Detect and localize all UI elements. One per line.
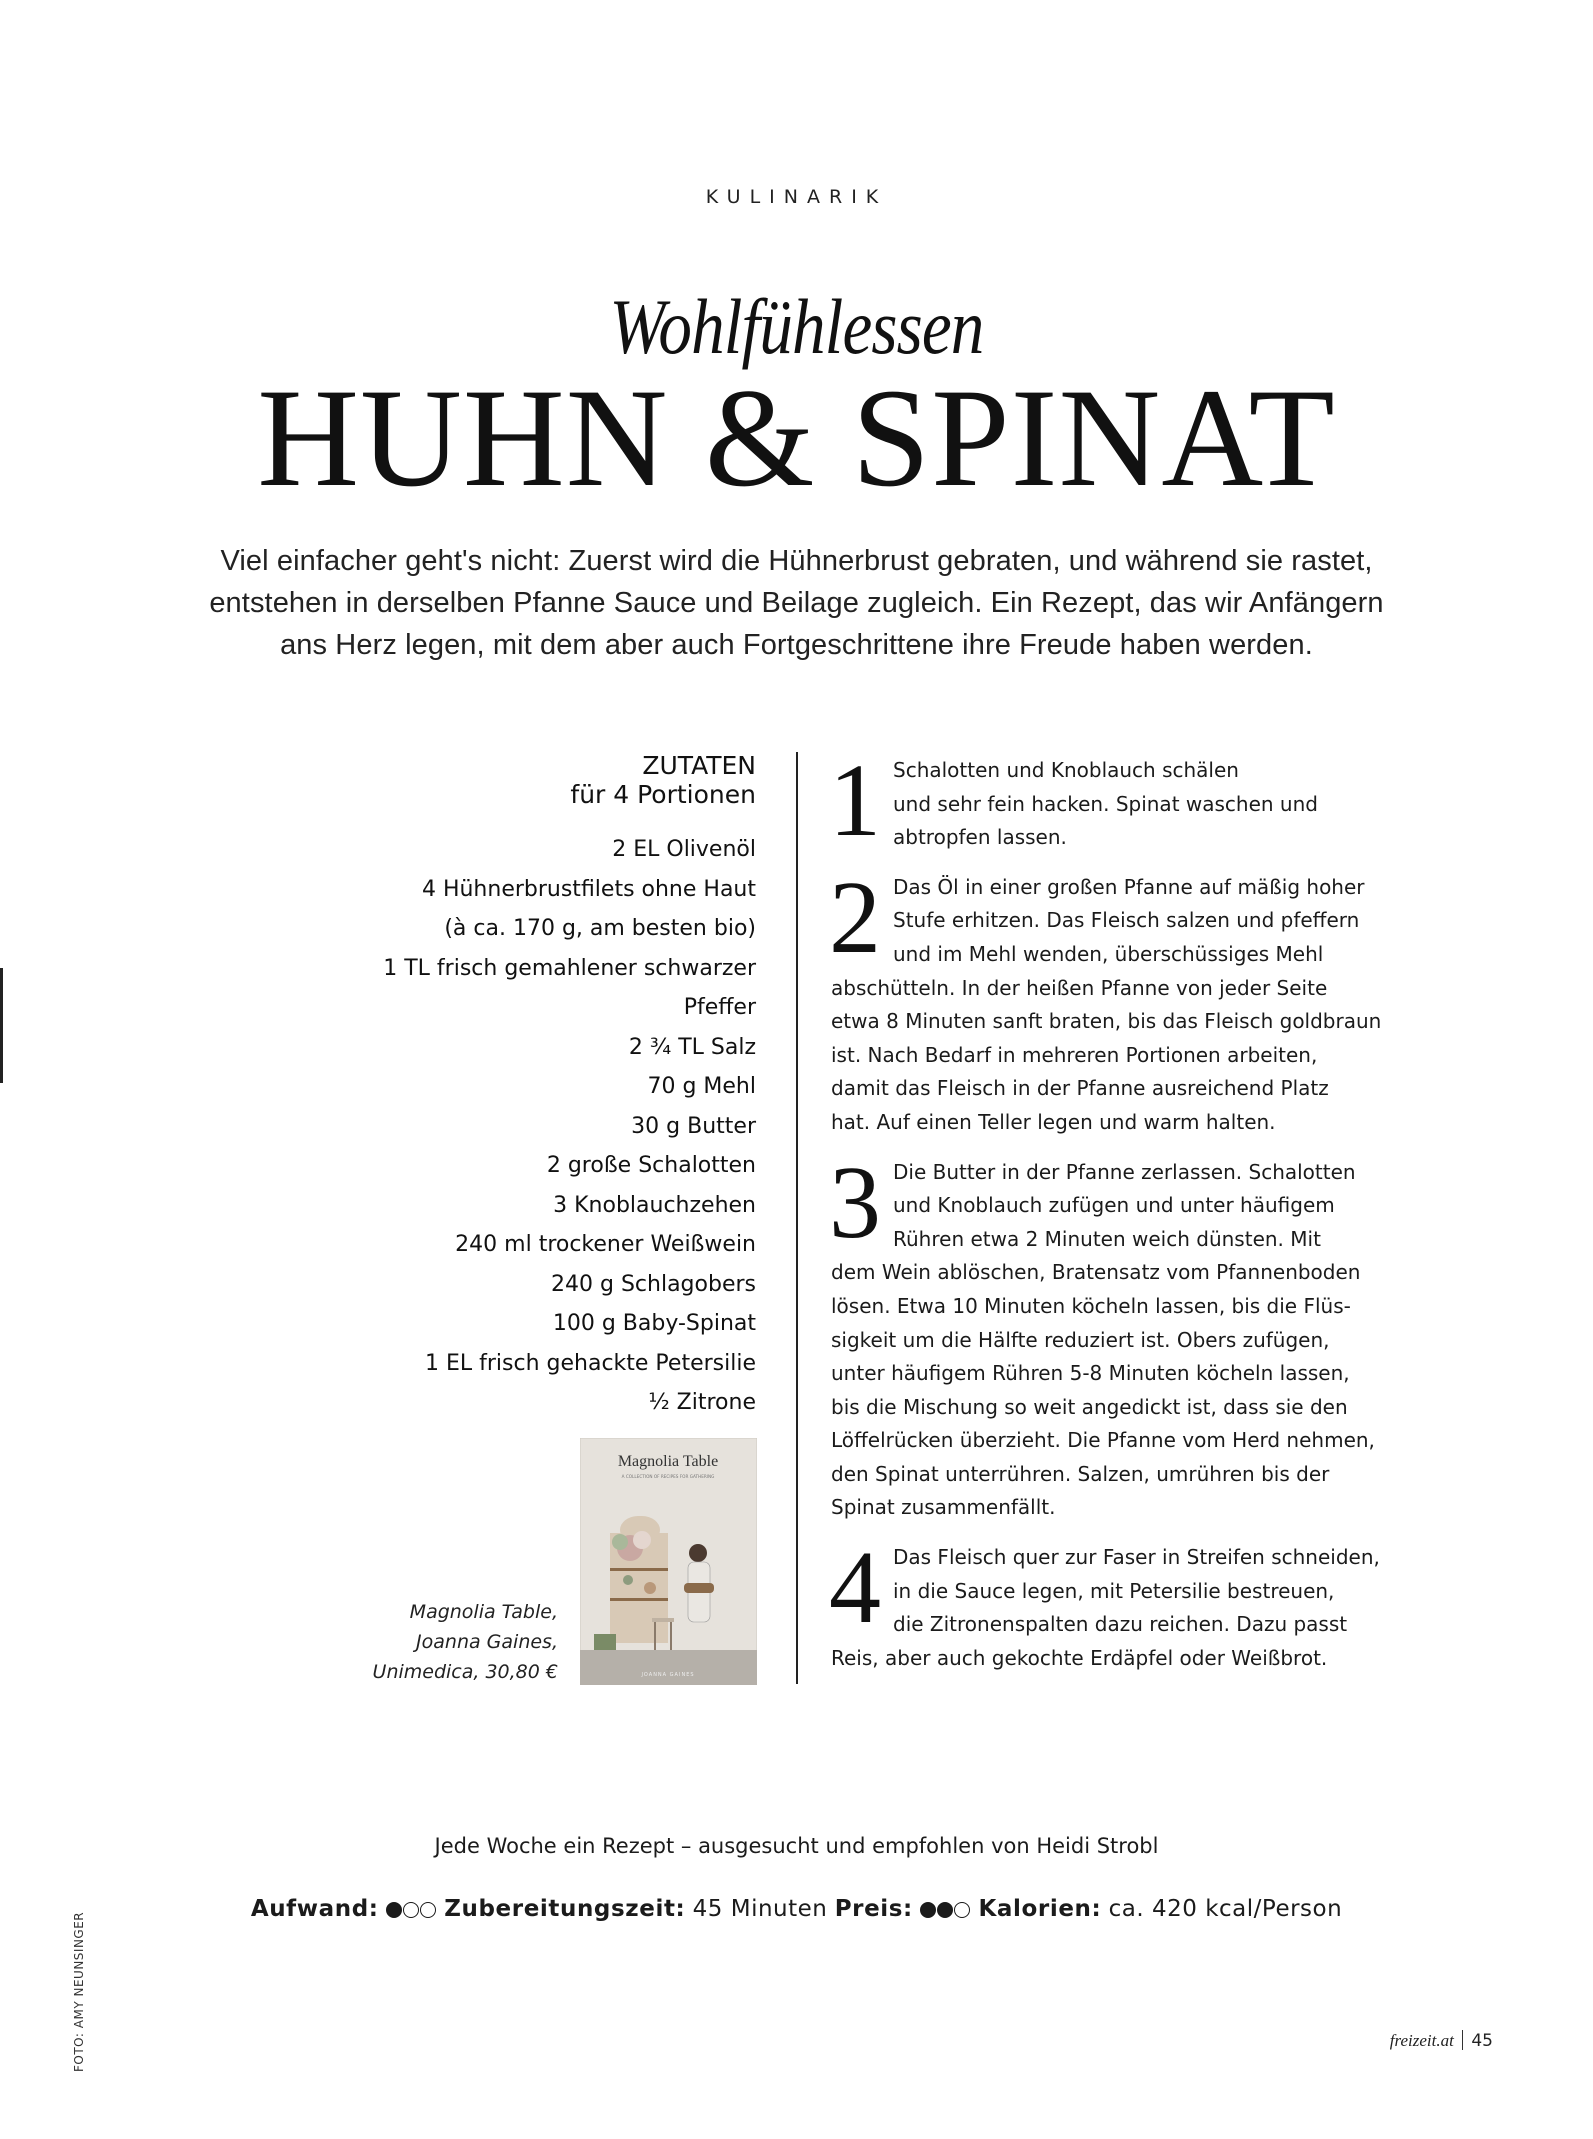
ingredients-list bbox=[300, 830, 756, 1423]
page-footer bbox=[1390, 2030, 1493, 2051]
book-caption bbox=[300, 1597, 558, 1687]
kicker-title: Wohlfühlessen bbox=[609, 283, 984, 370]
ingredient-item: 1 TL frisch gemahlener schwarzer bbox=[383, 955, 756, 981]
step-line: in die Sauce legen, mit Petersilie bestreuen, bbox=[893, 1578, 1335, 1603]
rating-dot-empty bbox=[954, 1902, 970, 1918]
book-caption-line: Unimedica, 30,80 € bbox=[372, 1661, 558, 1683]
zeit-value: 45 Minuten bbox=[692, 1896, 828, 1922]
step-line: und Knoblauch zufügen und unter häufigem bbox=[893, 1193, 1335, 1218]
ingredient-item: ½ Zitrone bbox=[648, 1390, 756, 1415]
step-line: den Spinat unterrühren. Salzen, umrühren bis der bbox=[831, 1461, 1330, 1486]
section-label: KULINARIK bbox=[705, 186, 888, 208]
step-line: und sehr fein hacken. Spinat waschen und bbox=[893, 791, 1318, 816]
step-3 bbox=[829, 1144, 1391, 1526]
ingredient-item: 2 EL Olivenöl bbox=[612, 837, 756, 862]
intro-paragraph bbox=[200, 540, 1393, 666]
book-cover-title: Magnolia Table bbox=[617, 1453, 719, 1470]
step-line: ist. Nach Bedarf in mehreren Portionen arbeiten, bbox=[831, 1042, 1318, 1067]
footer-separator bbox=[1462, 2030, 1464, 2050]
ingredient-item: 240 ml trockener Weißwein bbox=[455, 1232, 756, 1257]
step-line: abtropfen lassen. bbox=[893, 825, 1067, 850]
book-caption-line: Joanna Gaines, bbox=[416, 1631, 558, 1653]
ingredients-title: ZUTATEN bbox=[642, 751, 756, 780]
step-2 bbox=[829, 859, 1391, 1140]
step-line: Stufe erhitzen. Das Fleisch salzen und pfeffern bbox=[893, 908, 1360, 933]
preis-rating bbox=[920, 1898, 971, 1924]
ingredients-block bbox=[300, 752, 756, 1423]
column-divider bbox=[796, 752, 798, 1684]
ingredient-item: 100 g Baby-Spinat bbox=[552, 1311, 756, 1336]
step-line: und im Mehl wenden, überschüssiges Mehl bbox=[893, 941, 1324, 966]
step-line: Das Öl in einer großen Pfanne auf mäßig hoher bbox=[893, 874, 1365, 899]
page-number: 45 bbox=[1471, 2031, 1493, 2051]
step-line: Die Butter in der Pfanne zerlassen. Schalotten bbox=[893, 1159, 1356, 1184]
step-1 bbox=[829, 743, 1391, 858]
book-cover-author: JOANNA GAINES bbox=[641, 1672, 695, 1678]
book-cover-image bbox=[580, 1438, 757, 1685]
zeit-label: Zubereitungszeit: bbox=[444, 1896, 686, 1922]
ingredient-item: 2 große Schalotten bbox=[546, 1153, 756, 1178]
step-4 bbox=[829, 1530, 1391, 1675]
step-line: die Zitronenspalten dazu reichen. Dazu passt bbox=[893, 1612, 1348, 1637]
rating-dot-filled bbox=[937, 1902, 953, 1918]
preis-label: Preis: bbox=[834, 1896, 913, 1922]
step-line: dem Wein ablöschen, Bratensatz vom Pfannenboden bbox=[831, 1260, 1361, 1285]
step-line: damit das Fleisch in der Pfanne ausreichend Platz bbox=[831, 1076, 1329, 1101]
step-number: 2 bbox=[829, 859, 881, 975]
recipe-tagline: Jede Woche ein Rezept – ausgesucht und empfohlen von Heidi Strobl bbox=[434, 1834, 1159, 1858]
step-line: Spinat zusammenfällt. bbox=[831, 1495, 1056, 1520]
brand-link[interactable]: freizeit.at bbox=[1389, 2031, 1454, 2050]
rating-dot-empty bbox=[403, 1902, 419, 1918]
aufwand-rating bbox=[386, 1898, 437, 1924]
step-line: Löffelrücken überzieht. Die Pfanne vom Herd nehmen, bbox=[831, 1428, 1375, 1453]
recipe-meta bbox=[0, 1896, 1593, 1924]
kalorien-label: Kalorien: bbox=[978, 1896, 1102, 1922]
step-line: lösen. Etwa 10 Minuten köcheln lassen, bis die Flüs- bbox=[831, 1293, 1351, 1318]
ingredient-item: (à ca. 170 g, am besten bio) bbox=[444, 916, 756, 941]
step-line: sigkeit um die Hälfte reduziert ist. Obers zufügen, bbox=[831, 1327, 1330, 1352]
step-number: 3 bbox=[829, 1144, 881, 1260]
ingredient-item: 70 g Mehl bbox=[647, 1074, 756, 1099]
ingredient-item: 4 Hühnerbrustfilets ohne Haut bbox=[421, 876, 756, 902]
book-cover-subtitle: A COLLECTION OF RECIPES FOR GATHERING bbox=[621, 1474, 715, 1479]
intro-line: ans Herz legen, mit dem aber auch Fortgeschrittene ihre Freude haben werden. bbox=[280, 629, 1313, 661]
step-line: Rühren etwa 2 Minuten weich dünsten. Mit bbox=[893, 1226, 1321, 1251]
step-number: 1 bbox=[829, 743, 881, 858]
ingredients-subtitle: für 4 Portionen bbox=[570, 780, 756, 809]
rating-dot-filled bbox=[386, 1902, 402, 1918]
ingredient-item: 1 EL frisch gehackte Petersilie bbox=[424, 1350, 756, 1376]
aufwand-label: Aufwand: bbox=[250, 1896, 379, 1922]
step-line: Reis, aber auch gekochte Erdäpfel oder Weißbrot. bbox=[831, 1645, 1328, 1670]
step-line: unter häufigem Rühren 5-8 Minuten köcheln lassen, bbox=[831, 1361, 1350, 1386]
ingredient-item: 30 g Butter bbox=[631, 1113, 756, 1139]
step-number: 4 bbox=[829, 1530, 881, 1646]
book-caption-line: Magnolia Table, bbox=[409, 1601, 558, 1623]
photo-credit: FOTO: AMY NEUNSINGER bbox=[72, 1911, 86, 2072]
step-line: bis die Mischung so weit angedickt ist, dass sie den bbox=[831, 1394, 1348, 1419]
ingredient-item: 3 Knoblauchzehen bbox=[553, 1192, 756, 1218]
rating-dot-empty bbox=[420, 1902, 436, 1918]
step-line: hat. Auf einen Teller legen und warm halten. bbox=[831, 1109, 1276, 1134]
instructions bbox=[829, 743, 1391, 1691]
step-line: abschütteln. In der heißen Pfanne von jeder Seite bbox=[831, 975, 1328, 1000]
step-line: Schalotten und Knoblauch schälen bbox=[893, 758, 1239, 782]
margin-rule bbox=[0, 968, 3, 1083]
ingredient-item: 240 g Schlagobers bbox=[551, 1271, 756, 1297]
step-line: etwa 8 Minuten sanft braten, bis das Fleisch goldbraun bbox=[831, 1009, 1382, 1034]
rating-dot-filled bbox=[920, 1902, 936, 1918]
ingredient-item: Pfeffer bbox=[683, 995, 756, 1020]
intro-line: entstehen in derselben Pfanne Sauce und Beilage zugleich. Ein Rezept, das wir Anfängern bbox=[209, 587, 1384, 619]
kalorien-value: ca. 420 kcal/Person bbox=[1108, 1896, 1343, 1922]
ingredient-item: 2 ¾ TL Salz bbox=[628, 1034, 756, 1060]
step-line: Das Fleisch quer zur Faser in Streifen schneiden, bbox=[893, 1545, 1380, 1570]
intro-line: Viel einfacher geht's nicht: Zuerst wird die Hühnerbrust gebraten, und während sie rastet, bbox=[220, 545, 1373, 577]
headline: HUHN & SPINAT bbox=[257, 360, 1336, 516]
